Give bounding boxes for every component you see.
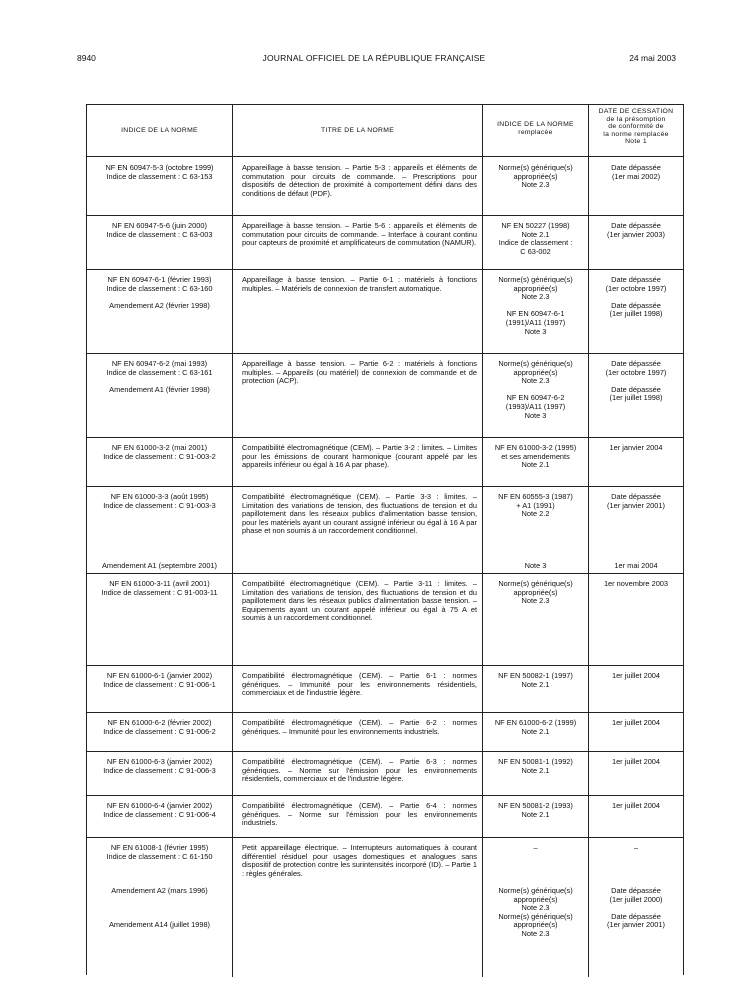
cell-replaced-norm	[483, 269, 589, 353]
cell-line: Date dépassée	[611, 492, 661, 501]
cell-line: NF EN 50081-2 (1993)	[498, 801, 573, 810]
cell-line: Note 3	[524, 410, 547, 420]
cell-line: Indice de classement : C 91-003-2	[103, 451, 216, 461]
cell-line: Note 2.3	[521, 596, 550, 606]
cell-line: appropriée(s)	[513, 283, 558, 293]
cell-line: appropriée(s)	[513, 367, 558, 377]
cell-line: Indice de classement : C 63-160	[106, 283, 213, 293]
cell-line: Note 2.1	[521, 765, 550, 775]
cell-line: NF EN 61000-6-1 (janvier 2002)	[106, 671, 213, 680]
cell-line: Indice de classement :	[498, 238, 573, 248]
cell-line: NF EN 60947-6-2 (mai 1993)	[111, 359, 208, 368]
cell-line: Amendement A1 (septembre 2001)	[101, 560, 218, 570]
page-header	[0, 53, 748, 67]
header-line: INDICE DE LA NORME	[497, 121, 574, 128]
header-line: DATE DE CESSATION	[598, 108, 674, 115]
cell-norm-index	[87, 751, 233, 795]
header-line: Note 1	[625, 138, 647, 146]
cell-norm-title: Compatibilité électromagnétique (CEM). – Partie 6-1 : normes génériques. – Immunité pour les environnements résidentiels, commerciaux et de l'industrie légère.	[233, 665, 483, 712]
cell-line: appropriée(s)	[513, 171, 558, 181]
cell-line: Indice de classement : C 91-006-1	[103, 679, 216, 689]
cell-line: Amendement A14 (juillet 1998)	[108, 920, 211, 930]
cell-line: 1er mai 2004	[614, 560, 658, 570]
cell-line: Norme(s) générique(s)	[498, 579, 573, 588]
header-line: de la présomption	[606, 115, 666, 123]
cell-line: Indice de classement : C 91-006-4	[103, 809, 216, 819]
cell-cessation-date	[589, 837, 683, 977]
cell-norm-title: Appareillage à basse tension. – Partie 6-2 : matériels à fonctions multiples. – Appareils (ou matériel) de connexion de commande et de protection (ACP).	[233, 353, 483, 437]
cell-line: NF EN 61000-3-3 (août 1995)	[110, 492, 209, 501]
cell-line: (1er juillet 1998)	[609, 393, 663, 403]
header-line: de conformité de	[608, 123, 664, 131]
cell-replaced-norm	[483, 795, 589, 837]
cell-cessation-date	[589, 486, 683, 573]
cell-line: et ses amendements	[501, 451, 570, 461]
cell-line: NF EN 61000-6-3 (janvier 2002)	[106, 757, 213, 766]
cell-norm-index	[87, 215, 233, 269]
cell-line: (1er octobre 1997)	[605, 367, 667, 377]
standards-table	[86, 104, 684, 975]
cell-line: appropriée(s)	[513, 894, 558, 904]
cell-norm-index	[87, 437, 233, 486]
cell-line: Indice de classement : C 63-153	[106, 171, 213, 181]
cell-line: NF EN 60947-6-2	[506, 393, 565, 403]
table-row	[87, 215, 683, 270]
cell-norm-title: Appareillage à basse tension. – Partie 5-6 : appareils et éléments de commutation pour circuits de commande. – Interface à courant continu pour capteurs de proximité et amplificateurs de commutation (NAMUR).	[233, 215, 483, 269]
cell-line: (1er janvier 2001)	[607, 920, 665, 930]
table-row	[87, 837, 683, 977]
cell-cessation-date	[589, 751, 683, 795]
cell-line: Note 2.1	[521, 679, 550, 689]
cell-line: (1er juillet 1998)	[609, 309, 663, 319]
table-header-row	[87, 105, 683, 157]
cell-line: NF EN 60947-6-1 (février 1993)	[107, 275, 212, 284]
cell-line: (1er mai 2002)	[611, 171, 661, 181]
cell-line: Note 2.1	[521, 460, 550, 470]
cell-line: 1er novembre 2003	[603, 579, 669, 588]
cell-norm-index	[87, 353, 233, 437]
table-row	[87, 157, 683, 216]
cell-cessation-date	[589, 269, 683, 353]
column-header-norm-title: TITRE DE LA NORME	[233, 105, 483, 156]
cell-line: Note 2.3	[521, 928, 550, 938]
cell-line: Indice de classement : C 61-150	[106, 851, 213, 861]
cell-line: + A1 (1991)	[516, 500, 555, 510]
table-row	[87, 712, 683, 752]
cell-replaced-norm	[483, 665, 589, 712]
cell-norm-title: Petit appareillage électrique. – Interrupteurs automatiques à courant différentiel résiduel pour usages domestiques et analogues sans dispositif de protection contre les surintensités incorporé (ID). – Partie 1 : règles générales.	[233, 837, 483, 977]
cell-line: –	[633, 843, 639, 852]
column-header-norm-index: INDICE DE LA NORME	[87, 105, 233, 156]
cell-line: Note 2.3	[521, 903, 550, 913]
table-row	[87, 486, 683, 574]
cell-line: Note 2.3	[521, 292, 550, 302]
cell-norm-index	[87, 665, 233, 712]
cell-line: Date dépassée	[611, 300, 661, 310]
cell-line: NF EN 61000-6-4 (janvier 2002)	[106, 801, 213, 810]
cell-line: (1993)/A11 (1997)	[505, 401, 566, 411]
column-header-cessation-date	[589, 105, 683, 156]
cell-line: 1er juillet 2004	[611, 801, 661, 810]
cell-line: appropriée(s)	[513, 920, 558, 930]
cell-line: Date dépassée	[611, 275, 661, 284]
cell-line: Note 2.3	[521, 180, 550, 190]
cell-line: (1er juillet 2000)	[609, 894, 663, 904]
cell-line: Indice de classement : C 91-006-2	[103, 726, 216, 736]
cell-line: Indice de classement : C 63-003	[106, 229, 213, 239]
cell-replaced-norm	[483, 353, 589, 437]
cell-line: NF EN 61000-3-11 (avril 2001)	[109, 579, 210, 588]
cell-line: Indice de classement : C 91-003-11	[101, 587, 218, 597]
cell-line: NF EN 61000-3-2 (mai 2001)	[111, 443, 208, 452]
cell-norm-title: Compatibilité électromagnétique (CEM). – Partie 6-3 : normes génériques. – Norme sur l'émission pour les environnements résidentiels, commerciaux et de l'industrie légère.	[233, 751, 483, 795]
cell-norm-index	[87, 269, 233, 353]
journal-title: JOURNAL OFFICIEL DE LA RÉPUBLIQUE FRANÇAISE	[262, 53, 486, 63]
header-line: la norme remplacée	[603, 130, 669, 138]
cell-line: NF EN 61000-6-2 (février 2002)	[107, 718, 212, 727]
cell-norm-title: Compatibilité électromagnétique (CEM). – Partie 6-2 : normes génériques. – Immunité pour les environnements industriels.	[233, 712, 483, 751]
cell-cessation-date	[589, 573, 683, 665]
cell-line: NF EN 50227 (1998)	[501, 221, 570, 230]
cell-line: Indice de classement : C 63-161	[106, 367, 213, 377]
cell-line: Note 2.3	[521, 376, 550, 386]
cell-cessation-date	[589, 712, 683, 751]
cell-norm-title: Compatibilité électromagnétique (CEM). – Partie 3-3 : limites. – Limitation des variations de tension, des fluctuations de tension et du papillotement dans les réseaux publics d'alimentation basse tension, pour les matériels ayant un courant assigné inférieur ou égal à 16 A par phase et non soumis à un raccordement conditionnel.	[233, 486, 483, 573]
cell-replaced-norm	[483, 837, 589, 977]
cell-line: NF EN 60947-6-1	[506, 309, 565, 319]
cell-cessation-date	[589, 157, 683, 215]
cell-norm-title: Compatibilité électromagnétique (CEM). – Partie 3-2 : limites. – Limites pour les émissions de courant harmonique (courant appelé par les appareils inférieur ou égal à 16 A par phase).	[233, 437, 483, 486]
cell-line: NF EN 60947-5-6 (juin 2000)	[112, 221, 207, 230]
cell-line: Note 2.2	[521, 509, 550, 519]
cell-line: Norme(s) générique(s)	[498, 275, 573, 284]
cell-cessation-date	[589, 215, 683, 269]
page-number: 8940	[77, 53, 96, 63]
cell-line: (1er janvier 2003)	[607, 229, 665, 239]
cell-line: (1er octobre 1997)	[605, 283, 667, 293]
cell-line: Norme(s) générique(s)	[498, 359, 573, 368]
cell-norm-index	[87, 157, 233, 215]
cell-replaced-norm	[483, 157, 589, 215]
table-row	[87, 353, 683, 438]
cell-norm-title: Appareillage à basse tension. – Partie 6-1 : matériels à fonctions multiples. – Matériels de connexion de transfert automatique.	[233, 269, 483, 353]
cell-norm-index	[87, 486, 233, 573]
cell-norm-index	[87, 795, 233, 837]
cell-norm-index	[87, 573, 233, 665]
table-row	[87, 573, 683, 666]
cell-line: Norme(s) générique(s)	[498, 163, 573, 172]
cell-line: Note 2.1	[521, 726, 550, 736]
cell-cessation-date	[589, 437, 683, 486]
cell-line: Date dépassée	[611, 911, 661, 921]
cell-line: Indice de classement : C 91-006-3	[103, 765, 216, 775]
cell-replaced-norm	[483, 573, 589, 665]
cell-line: Amendement A1 (février 1998)	[109, 384, 210, 394]
cell-line: –	[533, 843, 538, 852]
cell-line: (1er janvier 2001)	[607, 500, 665, 510]
cell-line: Date dépassée	[611, 384, 661, 394]
cell-line: Date dépassée	[611, 163, 661, 172]
cell-line: Norme(s) générique(s)	[498, 911, 573, 921]
table-row	[87, 751, 683, 796]
cell-line: NF EN 61000-6-2 (1999)	[494, 718, 577, 727]
cell-line: Date dépassée	[611, 221, 661, 230]
table-row	[87, 437, 683, 487]
cell-line: Note 3	[524, 326, 547, 336]
cell-replaced-norm	[483, 712, 589, 751]
cell-line: NF EN 50082-1 (1997)	[498, 671, 573, 680]
header-line: remplacée	[518, 128, 553, 136]
cell-replaced-norm	[483, 437, 589, 486]
cell-line: 1er juillet 2004	[611, 718, 661, 727]
table-row	[87, 795, 683, 838]
cell-cessation-date	[589, 353, 683, 437]
cell-norm-index	[87, 837, 233, 977]
cell-replaced-norm	[483, 486, 589, 573]
cell-line: Norme(s) générique(s)	[498, 885, 573, 895]
cell-line: 1er juillet 2004	[611, 671, 661, 680]
cell-cessation-date	[589, 795, 683, 837]
cell-norm-title: Compatibilité électromagnétique (CEM). – Partie 6-4 : normes génériques. – Norme sur l'émission pour les environnements industriels.	[233, 795, 483, 837]
cell-line: 1er janvier 2004	[609, 443, 663, 452]
cell-line: appropriée(s)	[513, 587, 558, 597]
cell-line: NF EN 60555-3 (1987)	[498, 492, 573, 501]
cell-line: Amendement A2 (mars 1996)	[111, 885, 208, 895]
cell-line: NF EN 61008-1 (février 1995)	[110, 843, 209, 852]
cell-replaced-norm	[483, 751, 589, 795]
cell-line: Date dépassée	[611, 885, 661, 895]
cell-line: NF EN 60947-5-3 (octobre 1999)	[105, 163, 214, 172]
cell-line: Indice de classement : C 91-003-3	[103, 500, 216, 510]
cell-norm-title: Compatibilité électromagnétique (CEM). – Partie 3-11 : limites. – Limitation des variations de tension, des fluctuations de tension et du papillotement dans les réseaux publics d'alimentation basse tension. – Equipements ayant un courant appelé inférieur ou égal à 75 A et soumis à un raccordement conditionnel.	[233, 573, 483, 665]
cell-line: Amendement A2 (février 1998)	[109, 300, 210, 310]
cell-line: Note 3	[524, 560, 547, 570]
cell-line: Date dépassée	[611, 359, 661, 368]
cell-norm-title: Appareillage à basse tension. – Partie 5-3 : appareils et éléments de commutation pour circuits de commande. – Prescriptions pour dispositifs de détection de proximité à comportement défini dans des conditions de défaut (PDF).	[233, 157, 483, 215]
cell-line: (1991)/A11 (1997)	[505, 317, 566, 327]
cell-line: Note 2.1	[521, 229, 550, 239]
cell-line: C 63-002	[520, 246, 551, 256]
table-row	[87, 665, 683, 713]
cell-cessation-date	[589, 665, 683, 712]
cell-norm-index	[87, 712, 233, 751]
publication-date: 24 mai 2003	[629, 53, 676, 63]
column-header-replaced-norm	[483, 105, 589, 156]
cell-line: NF EN 61000-3-2 (1995)	[494, 443, 577, 452]
cell-replaced-norm	[483, 215, 589, 269]
table-row	[87, 269, 683, 354]
cell-line: 1er juillet 2004	[611, 757, 661, 766]
cell-line: Note 2.1	[521, 809, 550, 819]
cell-line: NF EN 50081-1 (1992)	[498, 757, 573, 766]
